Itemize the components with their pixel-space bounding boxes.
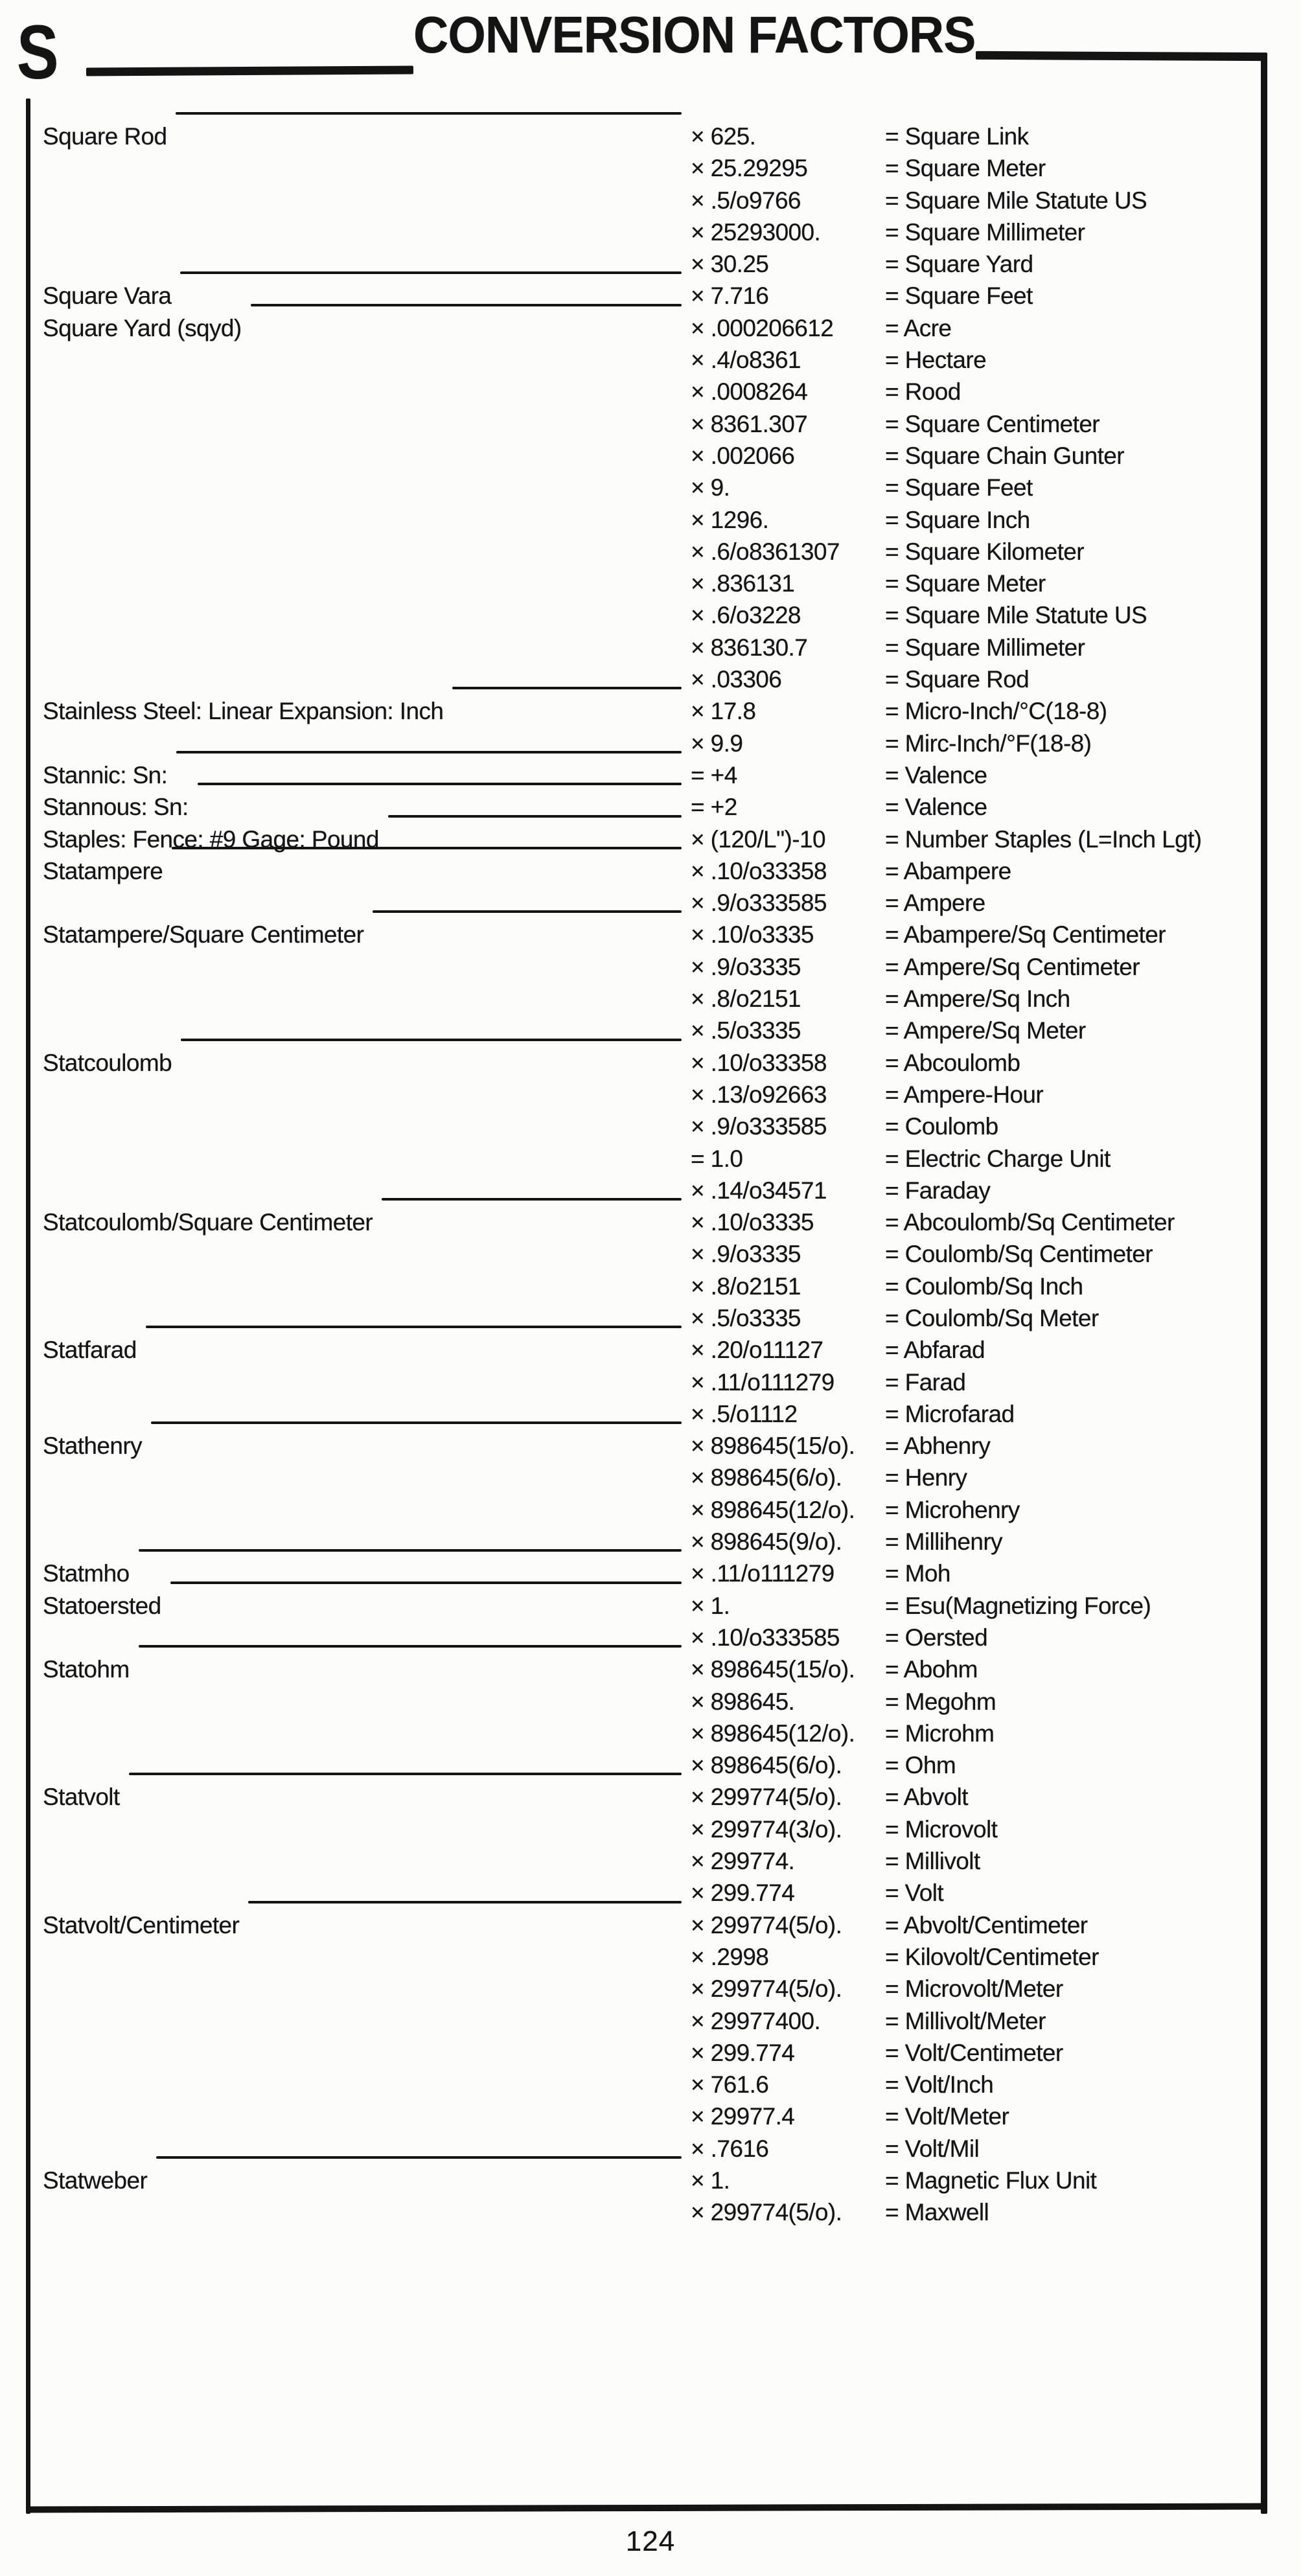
result-value: = Microhm xyxy=(885,1719,995,1747)
factor-value: × 299.774 xyxy=(691,1880,795,1907)
table-row xyxy=(43,2069,1247,2100)
factor-value: × 30.25 xyxy=(691,251,769,278)
table-row xyxy=(43,1110,1247,1142)
factor-value: × .002066 xyxy=(691,442,795,469)
result-value: = Millihenry xyxy=(885,1528,1002,1556)
result-value: = Ampere-Hour xyxy=(885,1081,1044,1108)
table-row xyxy=(43,1366,1247,1398)
factor-value: × 299.774 xyxy=(691,2039,795,2066)
factor-value: × .10/o33358 xyxy=(691,1049,827,1076)
table-row xyxy=(43,440,1247,472)
result-value: = Abcoulomb/Sq Centimeter xyxy=(885,1209,1175,1236)
table-row xyxy=(43,1398,1247,1430)
result-value: = Square Centimeter xyxy=(885,410,1100,437)
table-row xyxy=(43,951,1247,983)
table-row xyxy=(43,2165,1247,2196)
factor-value: × .10/o3335 xyxy=(691,921,814,949)
table-row xyxy=(43,983,1247,1015)
table-row xyxy=(43,1558,1247,1589)
unit-label: Statmho xyxy=(43,1560,130,1587)
factor-value: × .9/o333585 xyxy=(691,890,827,917)
table-row xyxy=(43,663,1247,695)
unit-label: Statcoulomb xyxy=(43,1049,172,1076)
result-value: = Megohm xyxy=(885,1688,996,1715)
result-value: = Coulomb xyxy=(885,1113,998,1140)
unit-label: Statfarad xyxy=(43,1337,137,1364)
unit-label: Staples: Fence: #9 Gage: Pound xyxy=(43,825,379,853)
result-value: = Coulomb/Sq Meter xyxy=(885,1304,1099,1331)
result-value: = Abohm xyxy=(885,1656,978,1683)
factor-value: × .10/o33358 xyxy=(691,857,827,884)
result-value: = Square Kilometer xyxy=(885,538,1084,565)
table-row xyxy=(43,1622,1247,1653)
factor-value: × 898645(6/o). xyxy=(691,1752,842,1779)
table-row xyxy=(43,2005,1247,2037)
factor-value: × 898645(12/o). xyxy=(691,1496,855,1523)
result-value: = Farad xyxy=(885,1368,966,1396)
table-row xyxy=(43,1494,1247,1526)
frame-border-left xyxy=(26,98,30,2514)
result-value: = Coulomb/Sq Centimeter xyxy=(885,1241,1153,1268)
unit-label: Statcoulomb/Square Centimeter xyxy=(43,1209,373,1236)
table-row xyxy=(43,472,1247,503)
table-row xyxy=(43,1015,1247,1046)
factor-value: × 836130.7 xyxy=(691,634,808,661)
factor-value: × 7.716 xyxy=(691,282,769,310)
table-row xyxy=(43,1941,1247,1973)
unit-label: Statoersted xyxy=(43,1592,161,1619)
factor-value: × .14/o34571 xyxy=(691,1177,827,1204)
unit-label: Stannic: Sn: xyxy=(43,761,168,788)
result-value: = Microvolt xyxy=(885,1815,998,1843)
table-row xyxy=(43,1590,1247,1622)
factor-value: × 29977400. xyxy=(691,2007,821,2034)
table-row xyxy=(43,344,1247,376)
factor-value: × .8/o2151 xyxy=(691,1272,801,1300)
result-value: = Rood xyxy=(885,378,961,406)
factor-value: × .7616 xyxy=(691,2135,769,2162)
table-row xyxy=(43,1334,1247,1366)
page-title: CONVERSION FACTORS xyxy=(413,6,976,63)
factor-value: × 299774(3/o). xyxy=(691,1815,842,1843)
factor-value: × 1. xyxy=(691,1592,730,1619)
table-row xyxy=(43,1206,1247,1238)
result-value: = Square Millimeter xyxy=(885,218,1085,246)
table-row xyxy=(43,1462,1247,1493)
factor-value: × .10/o3335 xyxy=(691,1209,814,1236)
result-value: = Micro-Inch/°C(18-8) xyxy=(885,698,1107,725)
table-row xyxy=(43,568,1247,599)
factor-value: × .8/o2151 xyxy=(691,985,801,1013)
unit-label: Stannous: Sn: xyxy=(43,794,189,821)
frame-border-bottom xyxy=(26,2503,1267,2513)
result-value: = Coulomb/Sq Inch xyxy=(885,1272,1083,1300)
factor-value: × 761.6 xyxy=(691,2071,769,2099)
result-value: = Volt/Mil xyxy=(885,2135,980,2162)
factor-value: × .6/o8361307 xyxy=(691,538,840,565)
factor-value: × 9.9 xyxy=(691,730,743,757)
result-value: = Moh xyxy=(885,1560,950,1587)
factor-value: × 1. xyxy=(691,2167,730,2194)
result-value: = Abvolt/Centimeter xyxy=(885,1911,1088,1938)
result-value: = Number Staples (L=Inch Lgt) xyxy=(885,825,1202,853)
result-value: = Ohm xyxy=(885,1752,956,1779)
factor-value: × .9/o333585 xyxy=(691,1113,827,1140)
table-row xyxy=(43,376,1247,408)
factor-value: × .4/o8361 xyxy=(691,347,801,374)
factor-value: × (120/L")-10 xyxy=(691,825,825,853)
result-value: = Square Meter xyxy=(885,155,1046,182)
table-row xyxy=(43,121,1247,152)
table-row xyxy=(43,1526,1247,1558)
factor-value: × 299774(5/o). xyxy=(691,1975,842,2003)
result-value: = Volt xyxy=(885,1880,944,1907)
unit-label: Square Yard (sqyd) xyxy=(43,314,242,341)
table-row xyxy=(43,823,1247,855)
table-row xyxy=(43,2133,1247,2165)
factor-value: × 898645(6/o). xyxy=(691,1464,842,1491)
factor-value: = +4 xyxy=(691,761,737,788)
result-value: = Abfarad xyxy=(885,1337,985,1364)
factor-value: × .10/o333585 xyxy=(691,1624,840,1651)
table-row xyxy=(43,216,1247,248)
table-row xyxy=(43,1781,1247,1813)
result-value: = Esu(Magnetizing Force) xyxy=(885,1592,1151,1619)
result-value: = Faraday xyxy=(885,1177,991,1204)
table-row xyxy=(43,887,1247,919)
table-row xyxy=(43,759,1247,791)
factor-value: × 898645. xyxy=(691,1688,795,1715)
table-row xyxy=(43,1845,1247,1877)
unit-label: Square Rod xyxy=(43,123,167,150)
factor-value: × 898645(9/o). xyxy=(691,1528,842,1556)
result-value: = Acre xyxy=(885,314,952,341)
result-value: = Abampere/Sq Centimeter xyxy=(885,921,1166,949)
result-value: = Ampere xyxy=(885,890,985,917)
table-row xyxy=(43,791,1247,823)
table-row xyxy=(43,312,1247,344)
factor-value: × .13/o92663 xyxy=(691,1081,827,1108)
factor-value: × .000206612 xyxy=(691,314,834,341)
result-value: = Abcoulomb xyxy=(885,1049,1020,1076)
result-value: = Abhenry xyxy=(885,1432,991,1460)
result-value: = Millivolt/Meter xyxy=(885,2007,1046,2034)
table-row xyxy=(43,1973,1247,2005)
result-value: = Volt/Meter xyxy=(885,2103,1009,2130)
table-row xyxy=(43,504,1247,536)
table-row xyxy=(43,1909,1247,1941)
result-value: = Mirc-Inch/°F(18-8) xyxy=(885,730,1092,757)
factor-value: × .2998 xyxy=(691,1943,769,1970)
factor-value: = 1.0 xyxy=(691,1145,743,1172)
result-value: = Microfarad xyxy=(885,1400,1015,1427)
result-value: = Abvolt xyxy=(885,1784,968,1811)
table-row xyxy=(43,1143,1247,1175)
unit-label: Statampere xyxy=(43,857,163,884)
result-value: = Square Yard xyxy=(885,251,1033,278)
result-value: = Abampere xyxy=(885,857,1011,884)
result-value: = Henry xyxy=(885,1464,967,1491)
table-row xyxy=(43,1718,1247,1749)
table-row xyxy=(43,1749,1247,1781)
factor-value: × 1296. xyxy=(691,506,769,533)
table-row xyxy=(43,1047,1247,1079)
result-value: = Square Feet xyxy=(885,282,1033,310)
factor-value: × .11/o111279 xyxy=(691,1368,835,1396)
factor-value: × .5/o3335 xyxy=(691,1017,801,1044)
factor-value: × 9. xyxy=(691,474,730,501)
result-value: = Millivolt xyxy=(885,1848,980,1875)
table-row xyxy=(43,1877,1247,1909)
result-value: = Ampere/Sq Meter xyxy=(885,1017,1086,1044)
section-letter: S xyxy=(17,10,59,95)
result-value: = Ampere/Sq Centimeter xyxy=(885,953,1140,980)
result-value: = Maxwell xyxy=(885,2199,989,2226)
result-value: = Hectare xyxy=(885,347,987,374)
unit-label: Stainless Steel: Linear Expansion: Inch xyxy=(43,698,444,725)
table-row xyxy=(43,1271,1247,1302)
table-row xyxy=(43,2196,1247,2228)
unit-label: Statvolt xyxy=(43,1784,120,1811)
table-row xyxy=(43,408,1247,440)
header-rule-left xyxy=(86,65,413,76)
table-row xyxy=(43,1813,1247,1845)
factor-value: × .9/o3335 xyxy=(691,1241,801,1268)
unit-label: Stathenry xyxy=(43,1432,142,1460)
factor-value: × .11/o111279 xyxy=(691,1560,835,1587)
frame-border-right xyxy=(1261,56,1267,2514)
factor-value: × 17.8 xyxy=(691,698,756,725)
result-value: = Square Mile Statute US xyxy=(885,602,1147,629)
result-value: = Volt/Inch xyxy=(885,2071,994,2099)
factor-value: × .5/o3335 xyxy=(691,1304,801,1331)
table-row xyxy=(43,855,1247,887)
table-row xyxy=(43,728,1247,759)
unit-label: Statvolt/Centimeter xyxy=(43,1911,240,1938)
factor-value: × .836131 xyxy=(691,570,795,597)
factor-value: × .5/o9766 xyxy=(691,187,801,214)
table-row xyxy=(43,695,1247,727)
result-value: = Volt/Centimeter xyxy=(885,2039,1063,2066)
result-value: = Electric Charge Unit xyxy=(885,1145,1111,1172)
table-row xyxy=(43,248,1247,280)
factor-value: × 299774(5/o). xyxy=(691,1911,842,1938)
result-value: = Square Feet xyxy=(885,474,1033,501)
result-value: = Kilovolt/Centimeter xyxy=(885,1943,1099,1970)
result-value: = Square Meter xyxy=(885,570,1046,597)
result-value: = Valence xyxy=(885,761,987,788)
factor-value: × 898645(15/o). xyxy=(691,1432,855,1460)
factor-value: × .20/o11127 xyxy=(691,1337,823,1364)
table-row xyxy=(43,919,1247,950)
result-value: = Valence xyxy=(885,794,987,821)
factor-value: × 299774(5/o). xyxy=(691,2199,842,2226)
factor-value: × 29977.4 xyxy=(691,2103,795,2130)
table-row xyxy=(43,1175,1247,1206)
result-value: = Square Chain Gunter xyxy=(885,442,1124,469)
table-row xyxy=(43,1686,1247,1718)
factor-value: × 299774. xyxy=(691,1848,795,1875)
unit-label: Statampere/Square Centimeter xyxy=(43,921,364,949)
table-row xyxy=(43,1430,1247,1462)
result-value: = Square Mile Statute US xyxy=(885,187,1147,214)
factor-value: × .9/o3335 xyxy=(691,953,801,980)
unit-label: Statohm xyxy=(43,1656,130,1683)
table-row xyxy=(43,1653,1247,1685)
factor-value: × .5/o1112 xyxy=(691,1400,798,1427)
result-value: = Square Inch xyxy=(885,506,1030,533)
factor-value: × .0008264 xyxy=(691,378,808,406)
table-row xyxy=(43,536,1247,568)
result-value: = Microhenry xyxy=(885,1496,1020,1523)
table-row xyxy=(43,185,1247,216)
table-row xyxy=(43,152,1247,184)
result-value: = Square Rod xyxy=(885,666,1030,693)
factor-value: × .03306 xyxy=(691,666,782,693)
table-row xyxy=(43,599,1247,631)
factor-value: × 898645(15/o). xyxy=(691,1656,855,1683)
table-row xyxy=(43,1079,1247,1110)
result-value: = Oersted xyxy=(885,1624,988,1651)
unit-label: Statweber xyxy=(43,2167,148,2194)
factor-value: × 25.29295 xyxy=(691,155,808,182)
factor-value: × 25293000. xyxy=(691,218,821,246)
result-value: = Ampere/Sq Inch xyxy=(885,985,1070,1013)
factor-value: × 299774(5/o). xyxy=(691,1784,842,1811)
header-rule-right xyxy=(976,51,1267,61)
factor-value: × 898645(12/o). xyxy=(691,1719,855,1747)
table-row xyxy=(43,280,1247,312)
table-row xyxy=(43,2037,1247,2069)
result-value: = Square Link xyxy=(885,123,1029,150)
factor-value: = +2 xyxy=(691,794,737,821)
factor-value: × 625. xyxy=(691,123,756,150)
table-row xyxy=(43,632,1247,663)
factor-value: × .6/o3228 xyxy=(691,602,801,629)
result-value: = Square Millimeter xyxy=(885,634,1085,661)
page-number: 124 xyxy=(625,2525,676,2557)
conversion-table xyxy=(43,121,1247,2229)
table-row xyxy=(43,1238,1247,1270)
table-row xyxy=(43,1302,1247,1334)
result-value: = Magnetic Flux Unit xyxy=(885,2167,1097,2194)
factor-value: × 8361.307 xyxy=(691,410,808,437)
table-row xyxy=(43,2100,1247,2132)
unit-label: Square Vara xyxy=(43,282,172,310)
result-value: = Microvolt/Meter xyxy=(885,1975,1063,2003)
